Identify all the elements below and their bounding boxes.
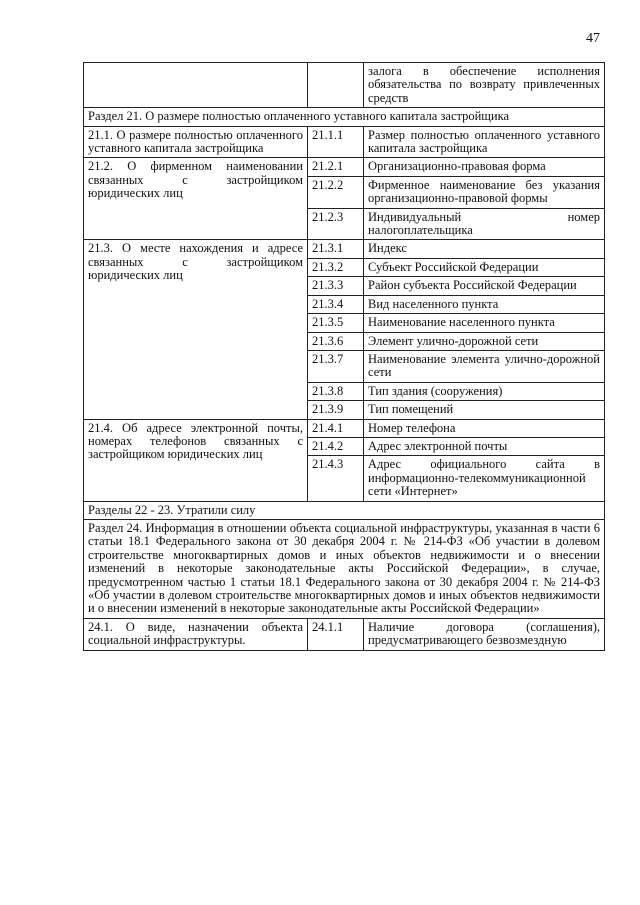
item-label: Субъект Российской Федерации bbox=[364, 258, 605, 276]
section-row bbox=[84, 108, 605, 126]
item-code: 21.3.3 bbox=[308, 277, 364, 295]
item-label: залога в обеспечение исполнения обязательства по возврату привлеченных средств bbox=[364, 63, 605, 108]
item-label: Вид населенного пункта bbox=[364, 295, 605, 313]
item-label: Тип здания (сооружения) bbox=[364, 382, 605, 400]
table-cell bbox=[308, 63, 364, 108]
table-row bbox=[84, 240, 605, 258]
item-code: 21.3.4 bbox=[308, 295, 364, 313]
item-label: Наименование элемента улично-дорожной сети bbox=[364, 350, 605, 382]
subsection-name: 21.3. О месте нахождения и адресе связанных с застройщиком юридических лиц bbox=[84, 240, 308, 419]
item-code: 21.3.2 bbox=[308, 258, 364, 276]
table-row bbox=[84, 158, 605, 176]
item-code: 21.3.5 bbox=[308, 314, 364, 332]
item-code: 24.1.1 bbox=[308, 618, 364, 650]
table-row bbox=[84, 63, 605, 108]
subsection-name: 24.1. О виде, назначении объекта социальной инфраструктуры. bbox=[84, 618, 308, 650]
item-label: Фирменное наименование без указания организационно-правовой формы bbox=[364, 176, 605, 208]
item-code: 21.2.3 bbox=[308, 208, 364, 240]
item-code: 21.3.6 bbox=[308, 332, 364, 350]
table-row bbox=[84, 419, 605, 437]
section-title: Разделы 22 - 23. Утратили силу bbox=[84, 501, 605, 519]
item-label: Адрес электронной почты bbox=[364, 437, 605, 455]
item-label: Наличие договора (соглашения), предусматривающего безвозмездную bbox=[364, 618, 605, 650]
item-code: 21.4.2 bbox=[308, 437, 364, 455]
subsection-name: 21.4. Об адресе электронной почты, номерах телефонов связанных с застройщиком юридических лиц bbox=[84, 419, 308, 501]
item-label: Номер телефона bbox=[364, 419, 605, 437]
subsection-name: 21.1. О размере полностью оплаченного уставного капитала застройщика bbox=[84, 126, 308, 158]
disclosure-table bbox=[83, 62, 605, 651]
table-cell bbox=[84, 63, 308, 108]
item-code: 21.3.9 bbox=[308, 401, 364, 419]
item-label: Размер полностью оплаченного уставного капитала застройщика bbox=[364, 126, 605, 158]
item-label: Индекс bbox=[364, 240, 605, 258]
item-label: Наименование населенного пункта bbox=[364, 314, 605, 332]
item-code: 21.2.1 bbox=[308, 158, 364, 176]
item-label: Элемент улично-дорожной сети bbox=[364, 332, 605, 350]
item-label: Индивидуальный номер налогоплательщика bbox=[364, 208, 605, 240]
item-code: 21.2.2 bbox=[308, 176, 364, 208]
section-row bbox=[84, 519, 605, 618]
item-label: Район субъекта Российской Федерации bbox=[364, 277, 605, 295]
item-code: 21.1.1 bbox=[308, 126, 364, 158]
table-row bbox=[84, 126, 605, 158]
page-number: 47 bbox=[586, 31, 600, 46]
section-title: Раздел 24. Информация в отношении объекта социальной инфраструктуры, указанная в части 6 статьи 18.1 Федерального закона от 30 декабря 2004 г. № 214-ФЗ «Об участии в долевом строительстве многоквартирных домов и иных объектов недвижимости и о внесении изменений в некоторые законодательные акты Российской Федерации», в случае, предусмотренном частью 1 статьи 18.1 Федерального закона от 30 декабря 2004 г. № 214-ФЗ «Об участии в долевом строительстве многоквартирных домов и иных объектов недвижимости и о внесении изменений в некоторые законодательные акты Российской Федерации» bbox=[84, 519, 605, 618]
item-label: Организационно-правовая форма bbox=[364, 158, 605, 176]
section-title: Раздел 21. О размере полностью оплаченного уставного капитала застройщика bbox=[84, 108, 605, 126]
item-label: Адрес официального сайта в информационно-телекоммуникационной сети «Интернет» bbox=[364, 456, 605, 501]
item-label: Тип помещений bbox=[364, 401, 605, 419]
item-code: 21.4.3 bbox=[308, 456, 364, 501]
item-code: 21.3.8 bbox=[308, 382, 364, 400]
table-row bbox=[84, 618, 605, 650]
section-row bbox=[84, 501, 605, 519]
item-code: 21.3.1 bbox=[308, 240, 364, 258]
subsection-name: 21.2. О фирменном наименовании связанных с застройщиком юридических лиц bbox=[84, 158, 308, 240]
item-code: 21.3.7 bbox=[308, 350, 364, 382]
item-code: 21.4.1 bbox=[308, 419, 364, 437]
